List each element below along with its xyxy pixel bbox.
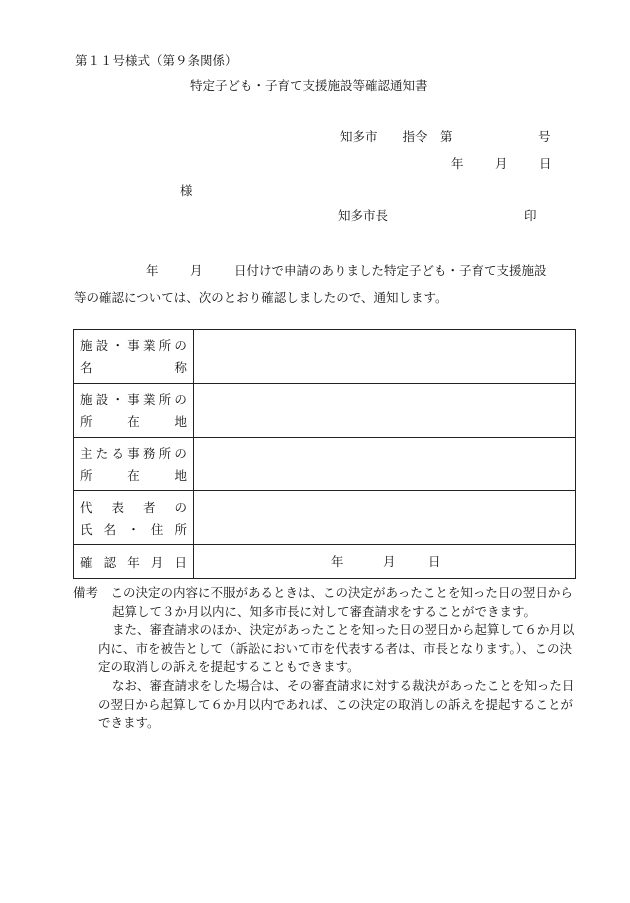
body-month-label: 月 — [190, 263, 203, 278]
confirmation-table — [73, 329, 576, 579]
row-label: 主 た る 事 務 所 の — [80, 445, 187, 461]
facility-address-value[interactable] — [194, 383, 576, 437]
issuer-name: 知多市長 — [338, 208, 389, 223]
directive-prefix: 知多市 指令 第 — [340, 129, 453, 144]
row-label: 所 在 地 — [80, 414, 187, 430]
row-label: 確 認 年 月 日 — [80, 554, 187, 570]
representative-value[interactable] — [194, 491, 576, 545]
confirmation-date-value[interactable] — [194, 545, 576, 579]
confirm-day-label: 日 — [428, 554, 441, 569]
form-number: 第１１号様式（第９条関係） — [75, 53, 238, 68]
table-row — [74, 437, 576, 491]
confirm-year-label: 年 — [331, 554, 344, 569]
table-row — [74, 491, 576, 545]
notes-section — [73, 584, 578, 733]
body-line2: 等の確認については、次のとおり確認しましたので、通知します。 — [74, 290, 448, 305]
body-year-label: 年 — [146, 263, 159, 278]
note-paragraph-2: また、審査請求のほか、決定があったことを知った日の翌日から起算して６か月以内に、市を被告として（訴訟において市を代表する者は、市長となります。）、この決定の取消しの訴えを提起することもできます。 — [98, 622, 575, 675]
main-office-address-value[interactable] — [194, 437, 576, 491]
row-label: 氏 名 ・ 住 所 — [80, 521, 187, 537]
directive-number-suffix: 号 — [538, 129, 551, 144]
row-label: 施 設 ・ 事 業 所 の — [80, 338, 187, 354]
row-label: 名 称 — [80, 360, 187, 376]
issue-year-label: 年 — [451, 156, 464, 171]
issuer-seal: 印 — [524, 208, 537, 223]
row-label: 施 設 ・ 事 業 所 の — [80, 392, 187, 408]
issue-month-label: 月 — [495, 156, 508, 171]
recipient-honorific: 様 — [180, 183, 193, 198]
body-line1: 日付けで申請のありました特定子ども・子育て支援施設 — [234, 263, 547, 278]
row-label: 所 在 地 — [80, 467, 187, 483]
confirm-month-label: 月 — [383, 554, 396, 569]
table-row — [74, 330, 576, 384]
document-title: 特定子ども・子育て支援施設等確認通知書 — [190, 78, 428, 93]
table-row — [74, 383, 576, 437]
note-paragraph-1: 備考 この決定の内容に不服があるときは、この決定があったことを知った日の翌日から起算して３か月以内に、知多市長に対して審査請求をすることができます。 — [73, 585, 573, 619]
row-label: 代 表 者 の — [80, 499, 187, 515]
facility-name-value[interactable] — [194, 330, 576, 384]
note-paragraph-3: なお、審査請求をした場合は、その審査請求に対する裁決があったことを知った日の翌日から起算して６か月以内であれば、この決定の取消しの訴えを提起することができます。 — [98, 677, 575, 731]
notes-heading: 備考 — [73, 585, 99, 600]
issue-day-label: 日 — [539, 156, 552, 171]
table-row — [74, 545, 576, 579]
